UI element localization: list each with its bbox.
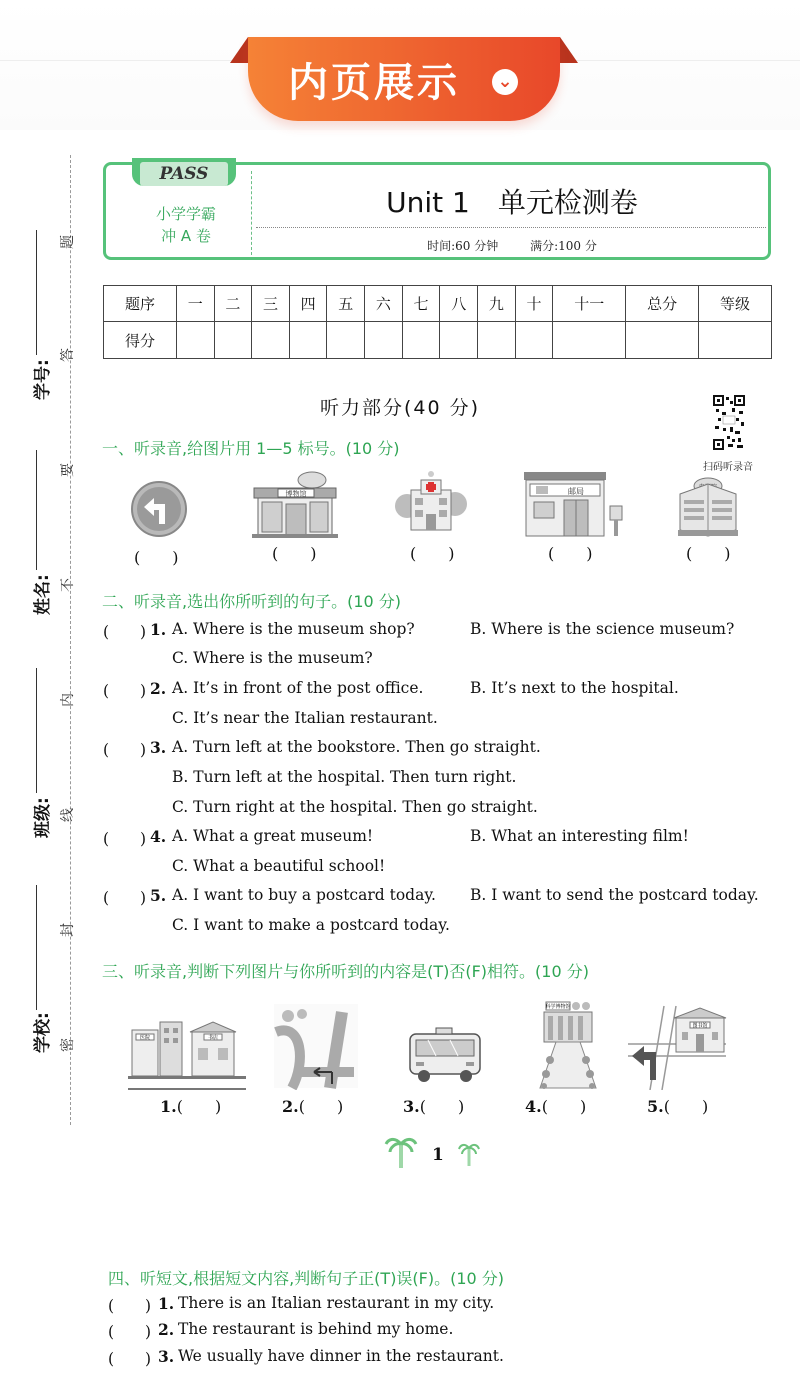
margin-char: 内 — [60, 693, 76, 707]
item-number: 1. — [160, 1097, 177, 1116]
margin-char: 题 — [60, 235, 76, 249]
svg-text:图书馆: 图书馆 — [692, 1023, 708, 1029]
write-line[interactable] — [36, 450, 37, 570]
score-input-row — [104, 322, 772, 359]
score-header-row — [104, 286, 772, 322]
svg-text:邮局: 邮局 — [568, 487, 584, 496]
score-input-cell[interactable] — [478, 322, 516, 359]
score-cell: 等级 — [699, 286, 772, 322]
statement: The restaurant is behind my home. — [178, 1320, 454, 1338]
answer-blank[interactable]: ( ) — [548, 544, 593, 563]
turn-left-sign-icon — [130, 480, 188, 542]
score-cell: 九 — [478, 286, 516, 322]
option-c: C. It’s near the Italian restaurant. — [172, 709, 438, 727]
palm-tree-icon — [458, 1142, 480, 1172]
score-input-cell[interactable] — [440, 322, 478, 359]
banner-ribbon-left — [230, 37, 248, 63]
unit-title: Unit 1 单元检测卷 — [386, 186, 638, 219]
option-c: C. What a beautiful school! — [172, 857, 386, 875]
question-number: 5. — [150, 886, 167, 905]
pass-logo: PASS — [140, 162, 228, 186]
score-input-cell[interactable] — [515, 322, 553, 359]
option-b: B. What an interesting film! — [470, 827, 689, 845]
margin-char: 不 — [60, 578, 76, 592]
question-number: 1. — [150, 620, 167, 639]
score-cell: 八 — [440, 286, 478, 322]
turn-left-crossroad-icon — [626, 1004, 728, 1094]
write-line[interactable] — [36, 885, 37, 1010]
answer-blank[interactable]: ( ) — [419, 1097, 465, 1116]
option-a: A. I want to buy a postcard today. — [172, 886, 436, 904]
answer-blank[interactable]: ( ) — [103, 889, 147, 907]
item-number: 2. — [158, 1320, 175, 1339]
answer-blank[interactable]: ( ) — [103, 741, 147, 759]
picture-answer-5[interactable] — [647, 1094, 708, 1117]
section3-heading: 三、听录音,判断下列图片与你所听到的内容是(T)否(F)相符。(10 分) — [102, 962, 589, 981]
chevron-down-icon[interactable]: ⌄ — [492, 69, 518, 95]
item-number: 4. — [525, 1097, 542, 1116]
score-cell: 七 — [402, 286, 440, 322]
question-number: 2. — [150, 679, 167, 698]
margin-char: 线 — [60, 808, 76, 822]
score-row-label: 得分 — [104, 322, 177, 359]
score-input-cell[interactable] — [214, 322, 252, 359]
margin-char: 要 — [60, 463, 76, 477]
answer-blank[interactable]: ( ) — [663, 1097, 709, 1116]
score-cell: 一 — [176, 286, 214, 322]
option-c: C. Where is the museum? — [172, 649, 373, 667]
picture-answer-4[interactable] — [525, 1094, 586, 1117]
field-label: 班级: — [33, 797, 53, 838]
score-input-cell[interactable] — [365, 322, 403, 359]
option-c: C. Turn right at the hospital. Then go straight. — [172, 798, 538, 816]
banner — [248, 37, 560, 121]
score-cell: 总分 — [626, 286, 699, 322]
post-office-icon — [522, 470, 626, 544]
score-cell: 五 — [327, 286, 365, 322]
answer-blank[interactable]: ( ) — [541, 1097, 587, 1116]
score-cell: 二 — [214, 286, 252, 322]
answer-blank[interactable]: ( ) — [176, 1097, 222, 1116]
option-a: A. It’s in front of the post office. — [172, 679, 424, 697]
section4-heading: 四、听短文,根据短文内容,判断句子正(T)误(F)。(10 分) — [108, 1269, 505, 1288]
qr-label: 扫码听录音 — [703, 462, 753, 473]
picture-answer-2[interactable] — [282, 1094, 343, 1117]
header-divider — [251, 171, 252, 255]
option-a: A. Turn left at the bookstore. Then go straight. — [172, 738, 541, 756]
score-input-cell[interactable] — [289, 322, 327, 359]
answer-blank[interactable]: ( ) — [108, 1297, 152, 1315]
hospital-icon — [393, 470, 469, 538]
write-line[interactable] — [36, 668, 37, 793]
dotted-rule — [256, 227, 766, 228]
option-c: C. I want to make a postcard today. — [172, 916, 450, 934]
score-cell: 六 — [365, 286, 403, 322]
svg-text:博物馆: 博物馆 — [285, 490, 307, 498]
answer-blank[interactable]: ( ) — [103, 682, 147, 700]
item-number: 1. — [158, 1294, 175, 1313]
science-museum-icon — [538, 1000, 598, 1094]
section1-heading: 一、听录音,给图片用 1—5 标号。(10 分) — [102, 439, 400, 458]
score-input-cell[interactable] — [626, 322, 699, 359]
series-name — [120, 203, 252, 247]
palm-tree-icon — [384, 1134, 418, 1174]
answer-blank[interactable]: ( ) — [103, 830, 147, 848]
field-label: 姓名: — [33, 574, 53, 615]
score-input-cell[interactable] — [327, 322, 365, 359]
series-line: 冲 A 卷 — [161, 227, 211, 245]
answer-blank[interactable]: ( ) — [686, 544, 731, 563]
score-cell: 题序 — [104, 286, 177, 322]
exam-meta — [256, 237, 768, 254]
banner-title: 内页展示 — [288, 60, 460, 106]
test-header — [103, 162, 771, 260]
winding-road-map-icon — [272, 1002, 360, 1094]
exam-full-score: 满分:100 分 — [530, 239, 597, 253]
answer-blank[interactable]: ( ) — [108, 1350, 152, 1368]
option-b: B. Where is the science museum? — [470, 620, 735, 638]
answer-blank[interactable]: ( ) — [410, 544, 455, 563]
section2-heading: 二、听录音,选出你所听到的句子。(10 分) — [102, 592, 402, 611]
option-a: A. What a great museum! — [172, 827, 374, 845]
score-cell: 四 — [289, 286, 327, 322]
field-label: 学号: — [33, 359, 53, 400]
picture-answer-1[interactable] — [160, 1094, 221, 1117]
score-cell: 三 — [252, 286, 290, 322]
statement: There is an Italian restaurant in my city. — [178, 1294, 495, 1312]
svg-text:医院: 医院 — [139, 1035, 151, 1041]
answer-blank[interactable]: ( ) — [103, 623, 147, 641]
listening-title: 听力部分(40 分) — [319, 397, 481, 419]
score-input-cell[interactable] — [252, 322, 290, 359]
item-number: 5. — [647, 1097, 664, 1116]
binding-dashed-line — [70, 155, 71, 1125]
option-b: B. It’s next to the hospital. — [470, 679, 679, 697]
margin-char: 答 — [60, 348, 76, 362]
field-label: 学校: — [33, 1012, 53, 1053]
cinema-icon — [674, 472, 742, 542]
score-table — [103, 285, 772, 359]
score-input-cell[interactable] — [176, 322, 214, 359]
item-number: 3. — [403, 1097, 420, 1116]
score-cell: 十 — [515, 286, 553, 322]
score-cell: 十一 — [553, 286, 626, 322]
item-number: 2. — [282, 1097, 299, 1116]
score-input-cell[interactable] — [553, 322, 626, 359]
bus-icon — [406, 1026, 484, 1088]
hospital-bookstore-street-icon — [128, 1018, 246, 1096]
question-number: 4. — [150, 827, 167, 846]
svg-text:科学博物馆: 科学博物馆 — [545, 1004, 571, 1010]
page-number: 1 — [432, 1145, 444, 1165]
score-input-cell[interactable] — [402, 322, 440, 359]
margin-char: 密 — [60, 1038, 76, 1052]
write-line[interactable] — [36, 230, 37, 355]
banner-ribbon-right — [560, 37, 578, 63]
answer-blank[interactable]: ( ) — [298, 1097, 344, 1116]
picture-answer-3[interactable] — [403, 1094, 464, 1117]
option-a: A. Where is the museum shop? — [172, 620, 415, 638]
score-input-cell[interactable] — [699, 322, 772, 359]
item-number: 3. — [158, 1347, 175, 1366]
qr-code-icon[interactable] — [712, 394, 746, 454]
series-line: 小学学霸 — [155, 205, 216, 223]
museum-icon — [250, 470, 340, 544]
option-b: B. Turn left at the hospital. Then turn right. — [172, 768, 517, 786]
option-b: B. I want to send the postcard today. — [470, 886, 759, 904]
answer-blank[interactable]: ( ) — [108, 1323, 152, 1341]
svg-text:书店: 书店 — [207, 1035, 219, 1041]
margin-char: 封 — [60, 923, 76, 937]
statement: We usually have dinner in the restaurant. — [178, 1347, 504, 1365]
question-number: 3. — [150, 738, 167, 757]
exam-time: 时间:60 分钟 — [427, 239, 499, 253]
answer-blank[interactable]: ( ) — [134, 548, 179, 567]
answer-blank[interactable]: ( ) — [272, 544, 317, 563]
top-banner-area — [0, 0, 800, 130]
